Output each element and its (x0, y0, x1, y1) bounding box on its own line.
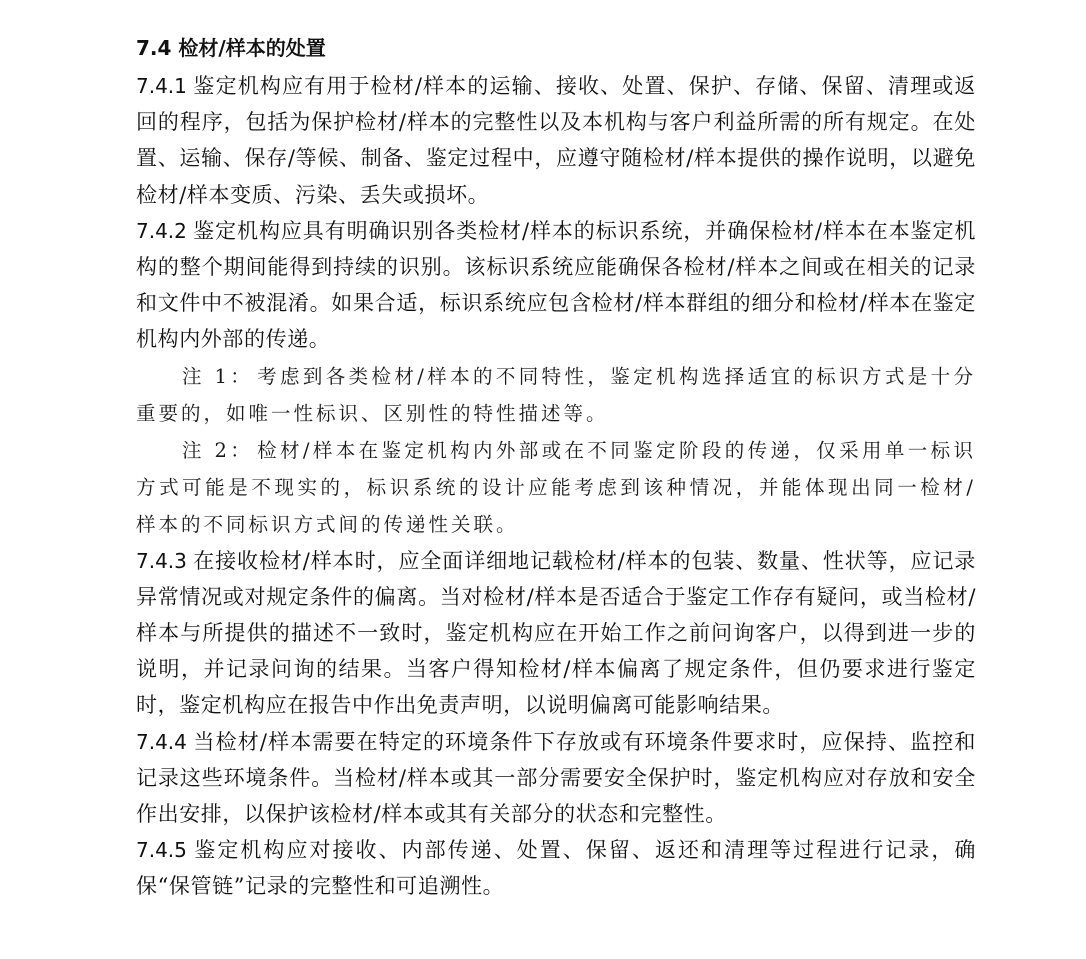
note-text: 检材/样本在鉴定机构内外部或在不同鉴定阶段的传递，仅采用单一标识方式可能是不现实的，标识系统的设计应能考虑到该种情况，并能体现出同一检材/样本的不同标识方式间的传递性关联。 (136, 438, 977, 536)
section-heading: 7.4 检材/样本的处置 (136, 36, 326, 60)
clause-7-4-1 (136, 68, 976, 213)
clause-7-4-2 (136, 213, 976, 358)
clause-number: 7.4.2 (136, 218, 187, 243)
clause-number: 7.4.5 (136, 838, 187, 863)
note-label: 注 1： (182, 364, 254, 388)
clause-7-4-4 (136, 724, 976, 833)
note-text: 考虑到各类检材/样本的不同特性，鉴定机构选择适宜的标识方式是十分重要的，如唯一性标识、区别性的特性描述等。 (136, 364, 977, 425)
note-1 (136, 358, 976, 432)
clause-number: 7.4.1 (136, 74, 187, 98)
clause-text: 在接收检材/样本时，应全面详细地记载检材/样本的包装、数量、性状等，应记录异常情况或对规定条件的偏离。当对检材/样本是否适合于鉴定工作存有疑问，或当检材/样本与所提供的描述不一致时，鉴定机构应在开始工作之前问询客户，以得到进一步的说明，并记录问询的结果。当客户得知检材/样本偏离了规定条件，但仍要求进行鉴定时，鉴定机构应在报告中作出免责声明，以说明偏离可能影响结果。 (136, 548, 976, 718)
note-label: 注 2： (182, 438, 254, 462)
document-page (136, 30, 976, 905)
clause-text: 当检材/样本需要在特定的环境条件下存放或有环境条件要求时，应保持、监控和记录这些环境条件。当检材/样本或其一部分需要安全保护时，鉴定机构应对存放和安全作出安排，以保护该检材/样本或其有关部分的状态和完整性。 (136, 729, 976, 827)
clause-number: 7.4.3 (136, 548, 187, 573)
clause-text: 鉴定机构应具有明确识别各类检材/样本的标识系统，并确保检材/样本在本鉴定机构的整个期间能得到持续的识别。该标识系统应能确保各检材/样本之间或在相关的记录和文件中不被混淆。如果合适，标识系统应包含检材/样本群组的细分和检材/样本在鉴定机构内外部的传递。 (136, 218, 976, 352)
note-2 (136, 432, 976, 543)
clause-text: 鉴定机构应有用于检材/样本的运输、接收、处置、保护、存储、保留、清理或返回的程序，包括为保护检材/样本的完整性以及本机构与客户利益所需的所有规定。在处置、运输、保存/等候、制备、鉴定过程中，应遵守随检材/样本提供的操作说明，以避免检材/样本变质、污染、丢失或损坏。 (136, 74, 976, 207)
clause-text: 鉴定机构应对接收、内部传递、处置、保留、返还和清理等过程进行记录，确保“保管链”记录的完整性和可追溯性。 (136, 838, 976, 899)
clause-7-4-5 (136, 832, 976, 904)
clause-7-4-3 (136, 543, 976, 724)
clause-number: 7.4.4 (136, 729, 187, 754)
